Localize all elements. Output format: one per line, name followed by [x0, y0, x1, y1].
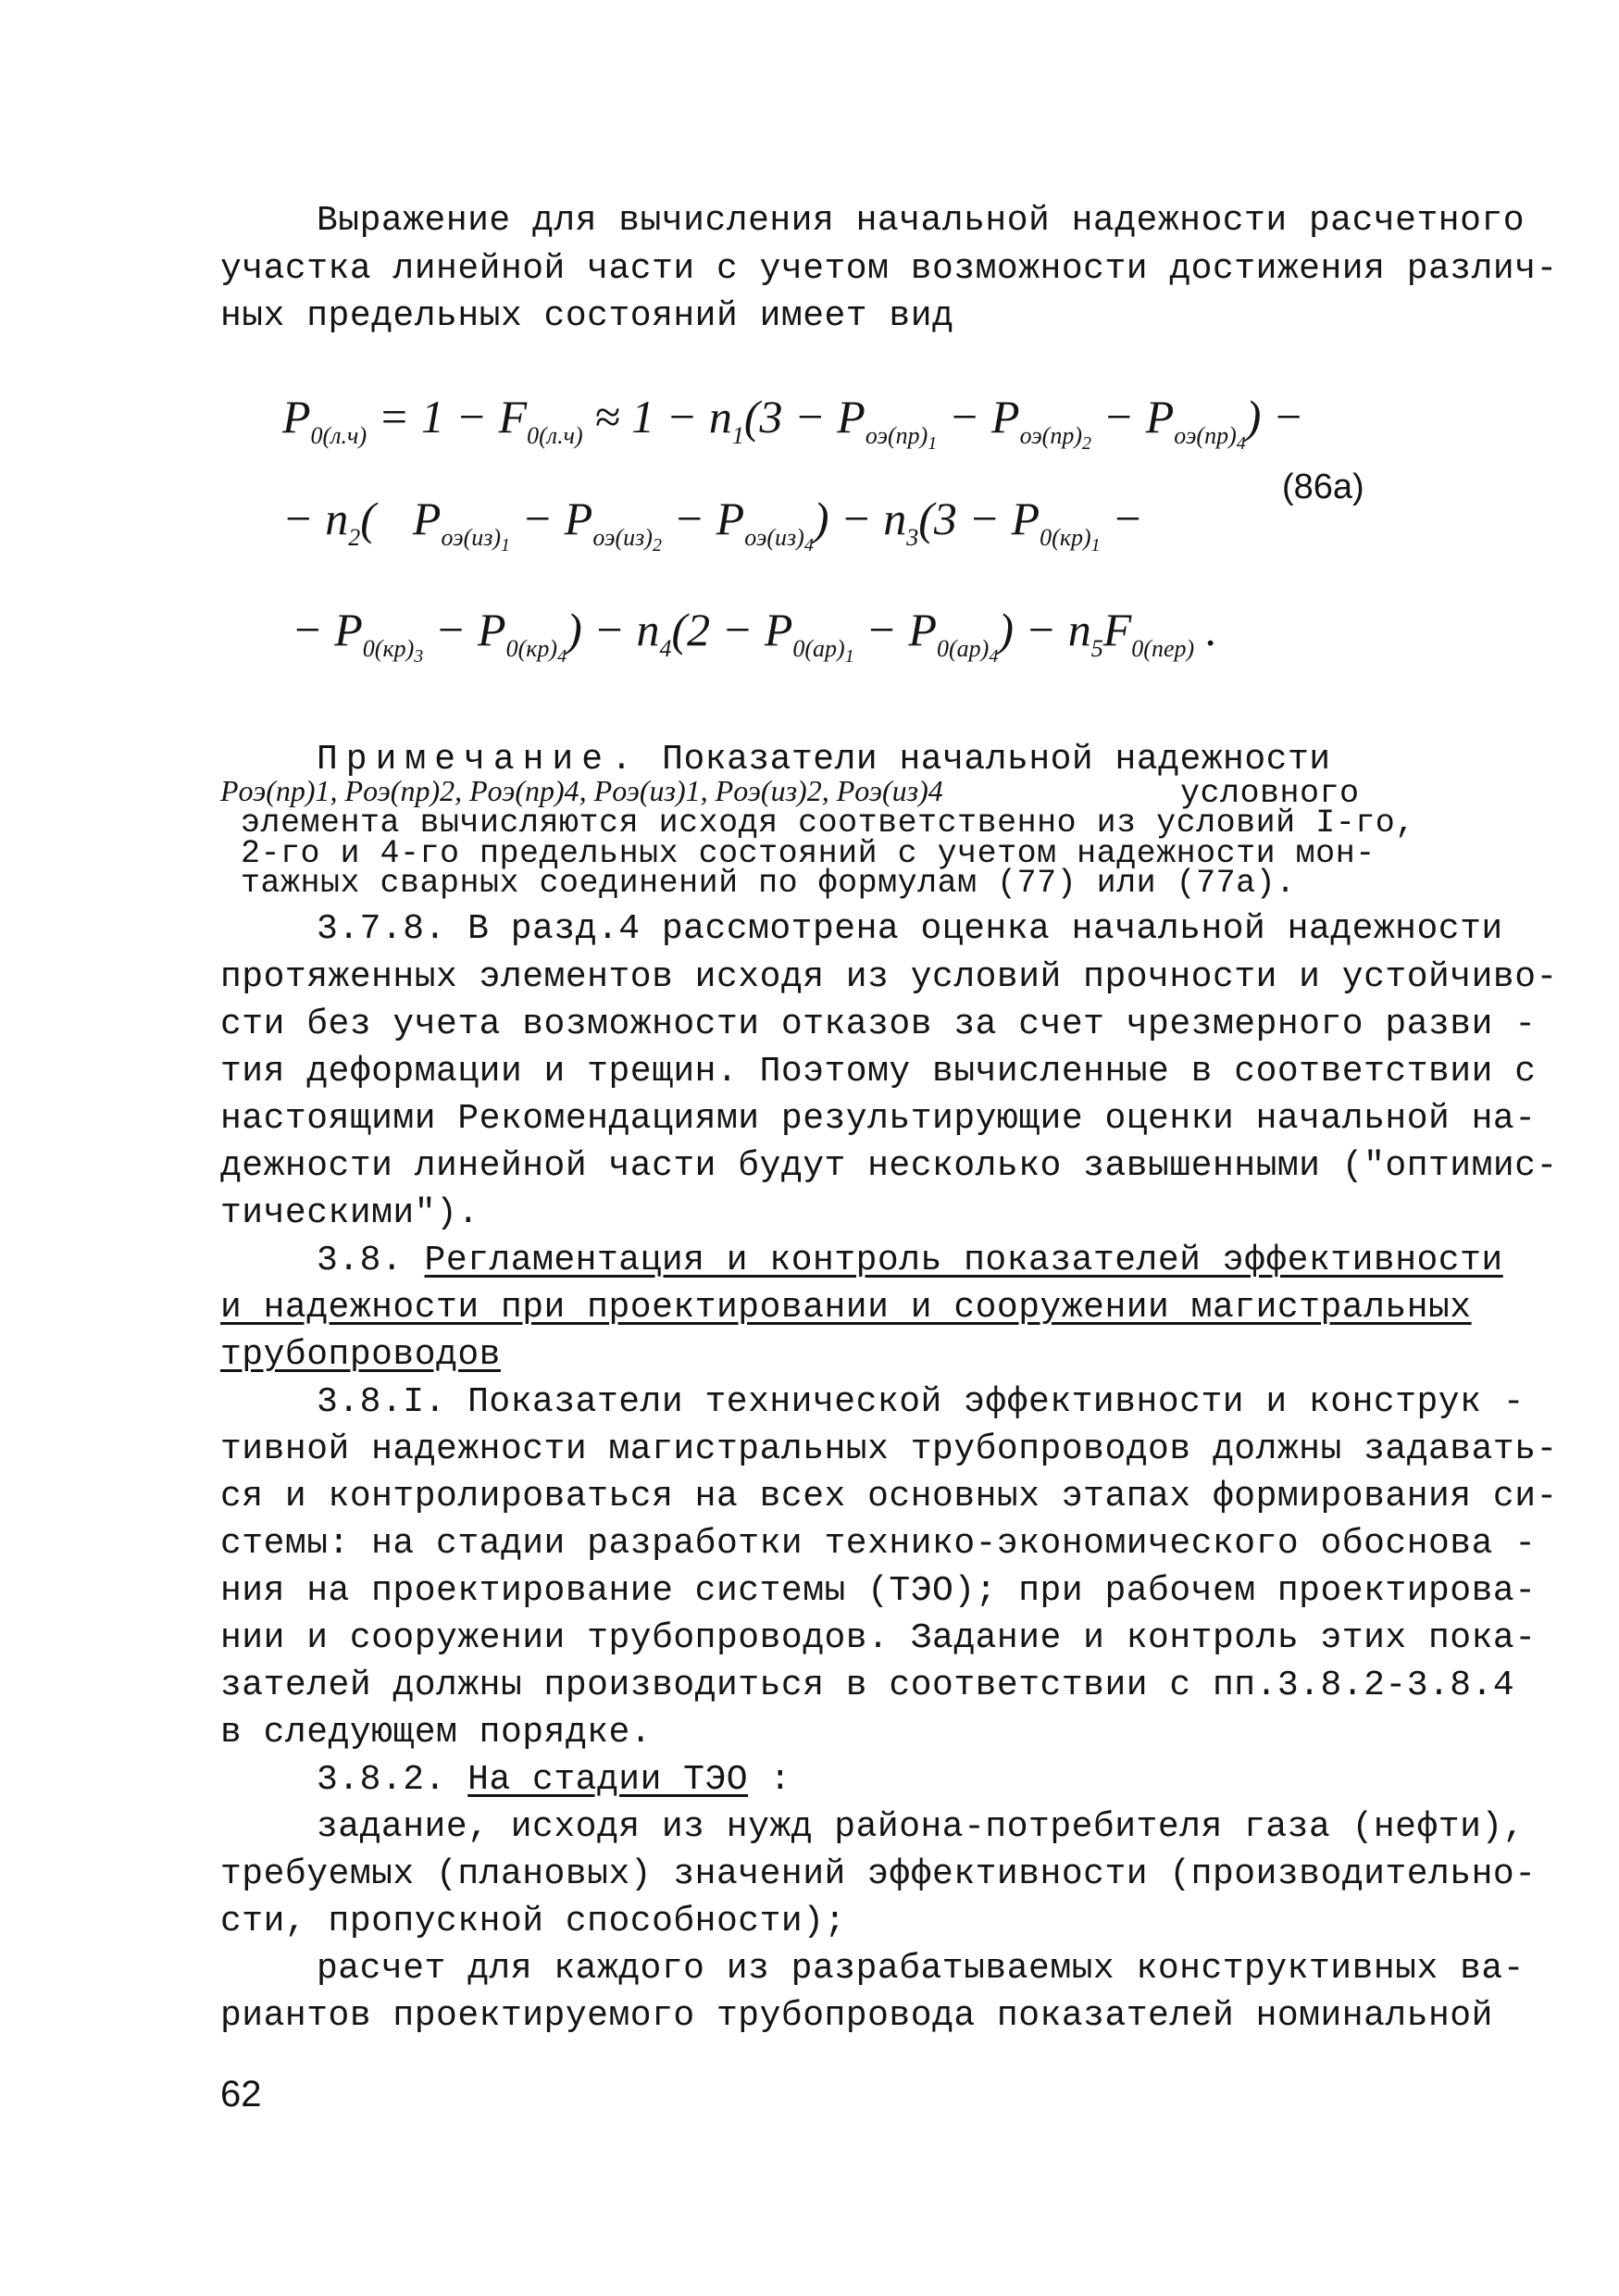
note-line-5: тажных сварных соединений по формулам (77) или (77а).: [241, 865, 1296, 902]
note-symbols: Pоэ(пр)1, Pоэ(пр)2, Pоэ(пр)4, Pоэ(из)1, Pоэ(из)2, Pоэ(из)4: [220, 774, 943, 807]
p378-line-3: сти без учета возможности отказов за счет чрезмерного разви -: [220, 1004, 1537, 1044]
p378-line-4: тия деформации и трещин. Поэтому вычисленные в соответствии с: [220, 1052, 1537, 1092]
p378-line-5: настоящими Рекомендациями результирующие оценки начальной на-: [220, 1099, 1537, 1139]
note-line-1: Примечание. Показатели начальной надежности: [317, 740, 1331, 780]
p378-line-1: 3.7.8. В разд.4 рассмотрена оценка начальной надежности: [317, 909, 1503, 949]
p381-line-6: нии и сооружении трубопроводов. Задание и контроль этих пока-: [220, 1618, 1537, 1658]
formula-line-1: $P_{0(л.ч)} = 1 - F_{0(л.ч)} \approx 1 - n_1(3 - P_{оэ(пр)_1} - P_{оэ(пр)_2} - P_{оэ(пр)_4})$ −: [282, 391, 1304, 454]
p382-line-1: задание, исходя из нужд района-потребителя газа (нефти),: [317, 1807, 1526, 1847]
equation-number: (86а): [1282, 468, 1364, 506]
intro-line-3: ных предельных состояний имеет вид: [220, 296, 954, 336]
intro-line-1: Выражение для вычисления начальной надежности расчетного: [317, 201, 1526, 241]
p381-line-2: тивной надежности магистральных трубопроводов должны задавать-: [220, 1429, 1558, 1469]
note-line-2-tail: условного: [1180, 775, 1360, 812]
p381-line-8: в следующем порядке.: [220, 1713, 653, 1753]
formula-line-2: − $n_2$( $P_{оэ(из)_1} - P_{оэ(из)_2} - P_{оэ(из)_4}) - n_3(3 - P_{0(кр)_1}$ −: [282, 493, 1143, 555]
note-line-4: 2-го и 4-го предельных состояний с учетом надежности мон-: [241, 835, 1376, 872]
p382-line-5: риантов проектируемого трубопровода показателей номинальной: [220, 1996, 1493, 2036]
p381-line-7: зателей должны производиться в соответствии с пп.3.8.2-3.8.4: [220, 1666, 1515, 1705]
p378-line-2: протяженных элементов исходя из условий прочности и устойчиво-: [220, 957, 1558, 997]
p382-line-4: расчет для каждого из разрабатываемых конструктивных ва-: [317, 1949, 1526, 1989]
p381-line-1: 3.8.I. Показатели технической эффективности и конструк -: [317, 1382, 1526, 1422]
p382-line-3: сти, пропускной способности);: [220, 1902, 846, 1941]
p378-line-7: тическими").: [220, 1193, 479, 1233]
intro-line-2: участка линейной части с учетом возможности достижения различ-: [220, 249, 1558, 289]
p382-heading: 3.8.2. На стадии ТЭО :: [317, 1760, 791, 1800]
section-38-heading-line-2: и надежности при проектировании и сооружении магистральных: [220, 1288, 1472, 1328]
p381-line-4: стемы: на стадии разработки технико-экономического обоснова -: [220, 1524, 1537, 1564]
page-number: 62: [220, 2074, 262, 2115]
section-38-heading-line-3: трубопроводов: [220, 1335, 501, 1375]
p381-line-3: ся и контролироваться на всех основных этапах формирования си-: [220, 1477, 1558, 1516]
p378-line-6: дежности линейной части будут несколько завышенными ("оптимис-: [220, 1146, 1558, 1186]
note-line-3: элемента вычисляются исходя соответственно из условий I-го,: [241, 805, 1415, 842]
section-38-heading: 3.8. Регламентация и контроль показателей эффективности: [317, 1241, 1503, 1280]
note-label: Примечание.: [317, 740, 641, 780]
formula-line-3: − $P_{0(кр)_3} - P_{0(кр)_4}) - n_4(2 - P_{0(ар)_1} - P_{0(ар)_4}) - n_5F_{0(пер)}$ .: [292, 604, 1218, 667]
p382-line-2: требуемых (плановых) значений эффективности (производительно-: [220, 1854, 1537, 1894]
p381-line-5: ния на проектирование системы (ТЭО); при рабочем проектирова-: [220, 1571, 1537, 1611]
